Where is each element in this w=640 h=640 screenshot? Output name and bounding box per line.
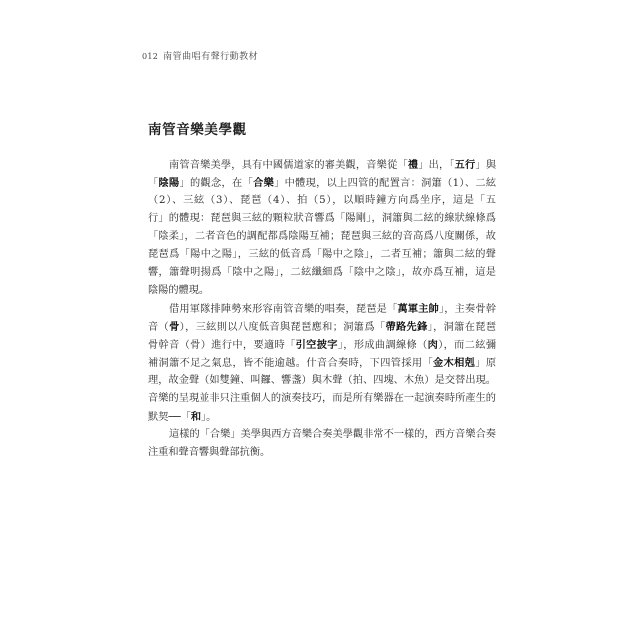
text-line <box>148 282 496 300</box>
text-run: 理，故金聲（如雙鐘、叫鑼、響盞）與木聲（拍、四塊、木魚）是交替出現。 <box>148 375 496 386</box>
text-run: 」。 <box>201 412 217 423</box>
emphasized-term: 金木相剋 <box>433 357 476 369</box>
running-header <box>142 49 258 62</box>
text-run: 骨幹音（骨）進行中，要適時「 <box>148 340 296 351</box>
text-run: 這樣的「合樂」美學與西方音樂合奏美學觀非常不一樣的，西方音樂合奏 <box>169 429 496 440</box>
text-run: 」的觀念，在「 <box>179 178 254 189</box>
emphasized-term: 帶路先鋒 <box>385 321 428 333</box>
text-line <box>148 228 496 246</box>
text-line <box>148 390 496 408</box>
text-line <box>148 354 496 372</box>
paragraph <box>148 426 496 462</box>
text-line <box>148 372 496 390</box>
text-line <box>148 318 496 336</box>
text-line <box>148 210 496 228</box>
emphasized-term: 萬軍主帥 <box>397 303 439 315</box>
text-run: 琵琶爲「陽中之陽」，三絃的低音爲「陽中之陰」，二者互補；簫與二絃的聲 <box>148 249 496 260</box>
text-run: 默契──「 <box>148 412 191 423</box>
text-line <box>148 192 496 210</box>
emphasized-term: 骨 <box>169 321 180 333</box>
text-run: ），而二絃彌 <box>438 340 496 351</box>
emphasized-term: 和 <box>190 411 202 423</box>
text-run: 借用軍隊排陣勢來形容南管音樂的唱奏，琵琶是「 <box>169 304 398 315</box>
text-run: 「 <box>148 178 159 189</box>
text-run: 」，主奏骨幹 <box>439 304 496 315</box>
text-run: 陰陽的體現。 <box>148 285 210 296</box>
emphasized-term: 合樂 <box>253 177 275 189</box>
emphasized-term: 陰陽 <box>158 177 180 189</box>
page-number: 012 <box>142 52 159 61</box>
text-run: 響，簫聲明揚爲「陰中之陽」，二絃纖細爲「陰中之陰」，故亦爲互補，這是 <box>148 267 496 278</box>
text-line <box>148 426 496 444</box>
text-run: 「陰柔」，二者音色的調配都爲陰陽互補；琵琶與三絃的音高爲八度關係，故 <box>148 231 496 242</box>
text-run: 音樂的呈現並非只注重個人的演奏技巧，而是所有樂器在一起演奏時所產生的 <box>148 393 496 404</box>
text-line <box>148 336 496 354</box>
text-line <box>148 300 496 318</box>
text-run: 行」的體現：琵琶與三絃的顆粒狀音響爲「陽剛」，洞簫與二絃的線狀線條爲 <box>148 213 496 224</box>
text-run: ），三絃則以八度低音與琵琶應和；洞簫爲「 <box>179 322 386 333</box>
text-run: （2）、三絃（3）、琵琶（4）、拍（5），以順時鐘方向爲坐序，這是「五 <box>148 195 496 206</box>
text-run: 」原 <box>475 358 496 369</box>
text-run: 」，形成曲調線條（ <box>337 340 428 351</box>
text-run: 」與 <box>475 160 496 171</box>
book-title: 南管曲唱有聲行動教材 <box>163 52 259 62</box>
paragraph <box>148 156 496 300</box>
text-run: 」出，「 <box>418 160 455 171</box>
text-run: 補洞簫不足之氣息，皆不能逾越。什音合奏時，下四管採用「 <box>148 358 434 369</box>
emphasized-term: 肉 <box>427 339 439 351</box>
body-text <box>148 156 496 462</box>
paragraph <box>148 300 496 426</box>
text-run: 注重和聲音響與聲部抗衡。 <box>148 447 271 458</box>
emphasized-term: 五行 <box>454 159 476 171</box>
text-run: 音（ <box>148 322 170 333</box>
text-line <box>148 444 496 462</box>
text-run: 」，洞簫在琵琶 <box>427 322 496 333</box>
text-line <box>148 174 496 192</box>
text-line <box>148 156 496 174</box>
text-line <box>148 408 496 426</box>
text-run: 南管音樂美學，具有中國儒道家的審美觀，音樂從「 <box>169 160 408 171</box>
emphasized-term: 禮 <box>407 159 419 171</box>
emphasized-term: 引空披字 <box>295 339 338 351</box>
text-line <box>148 264 496 282</box>
text-line <box>148 246 496 264</box>
section-title: 南管音樂美學觀 <box>148 122 247 138</box>
text-run: 」中體現，以上四管的配置言：洞簫（1）、二絃 <box>274 178 496 189</box>
